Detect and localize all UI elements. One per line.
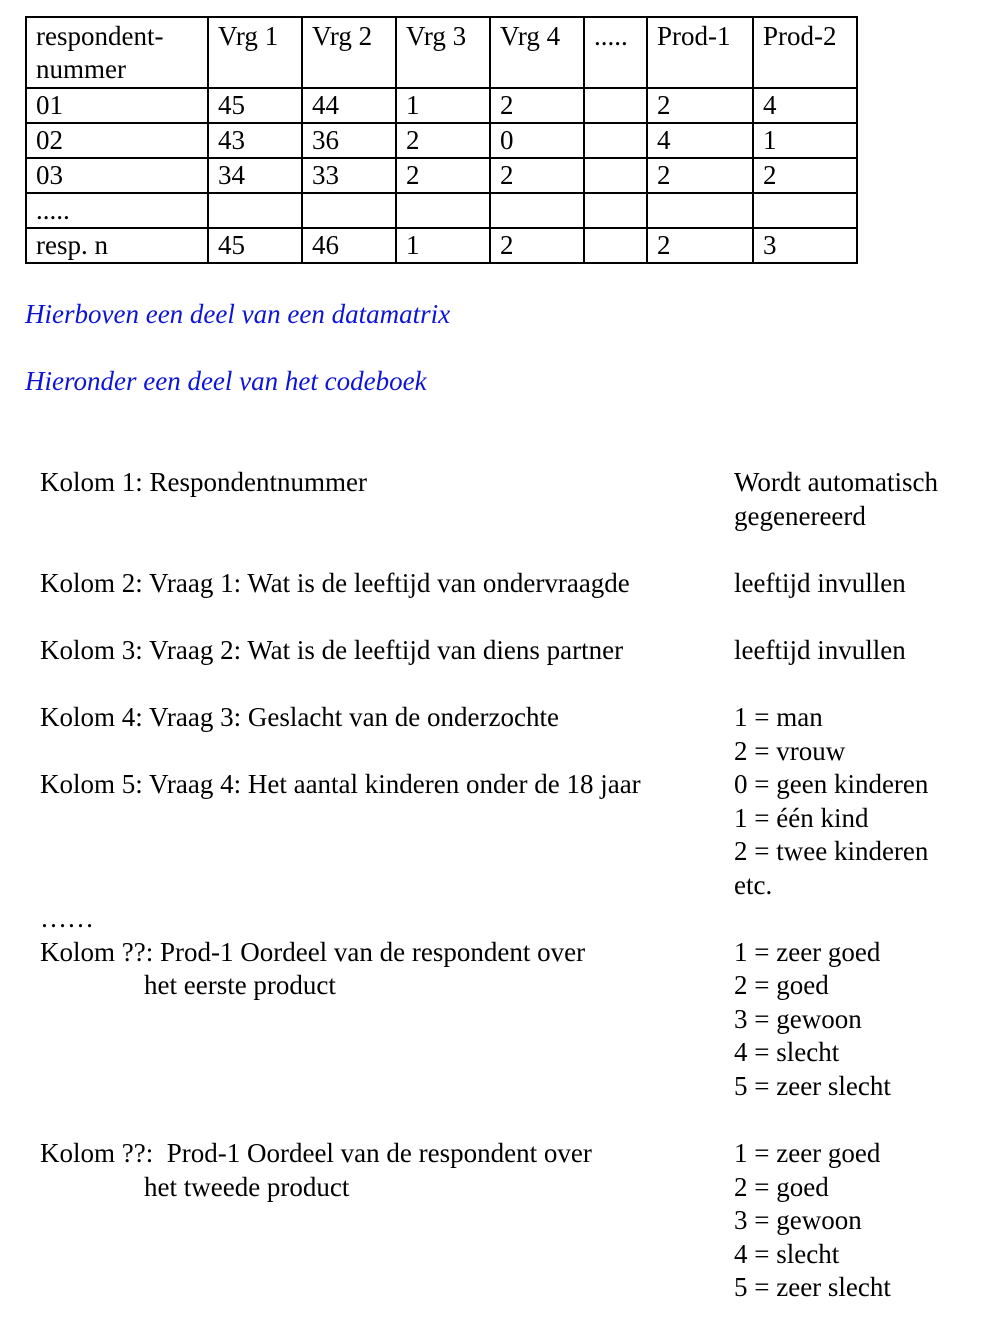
table-cell: 4 [647,123,753,158]
codebook-desc-prod2: 1 = zeer goed [734,1138,881,1168]
table-cell: 34 [208,158,302,193]
codebook-desc-prod2: 5 = zeer slecht [734,1272,891,1302]
header-text: respondent- [36,21,164,51]
table-cell [647,193,753,228]
table-cell: 0 [490,123,584,158]
header-cell: Prod-1 [647,17,753,88]
table-row [26,193,857,228]
caption-codeboek: Hieronder een deel van het codeboek [25,366,427,396]
header-cell: Vrg 1 [208,17,302,88]
table-row [26,158,857,193]
table-cell: ..... [26,193,208,228]
header-cell: ..... [584,17,647,88]
codebook-desc-kolom1: gegenereerd [734,501,866,531]
codebook-desc-prod2: 4 = slecht [734,1239,840,1269]
header-cell: Vrg 3 [396,17,490,88]
table-cell: 1 [396,228,490,263]
table-row [26,88,857,123]
table-cell [208,193,302,228]
table-cell [584,123,647,158]
header-cell-respondentnummer [26,17,208,88]
codebook-label-kolom5: Kolom 5: Vraag 4: Het aantal kinderen onder de 18 jaar [40,769,641,799]
table-cell: 1 [753,123,857,158]
table-cell: 1 [396,88,490,123]
table-cell [584,228,647,263]
codebook-ellipsis: …… [40,903,94,933]
header-cell: Vrg 2 [302,17,396,88]
table-header-row [26,17,857,88]
codebook-desc-kolom2: leeftijd invullen [734,568,906,598]
codebook-desc-kolom5: 1 = één kind [734,803,869,833]
table-cell: 2 [647,88,753,123]
codebook-desc-kolom5: 0 = geen kinderen [734,769,929,799]
table-cell [584,88,647,123]
codebook-desc-kolom3: leeftijd invullen [734,635,906,665]
codebook-desc-kolom4: 1 = man [734,702,823,732]
header-cell: Prod-2 [753,17,857,88]
table-cell: 2 [647,228,753,263]
table-cell: 44 [302,88,396,123]
codebook-desc-prod2: 2 = goed [734,1172,829,1202]
table-cell: 03 [26,158,208,193]
table-cell [753,193,857,228]
table-cell: 43 [208,123,302,158]
table-cell [302,193,396,228]
table-cell [490,193,584,228]
codebook-desc-prod1: 3 = gewoon [734,1004,862,1034]
table-cell [396,193,490,228]
codebook-label-kolom4: Kolom 4: Vraag 3: Geslacht van de onderzochte [40,702,559,732]
table-cell: 4 [753,88,857,123]
table-row [26,123,857,158]
header-cell: Vrg 4 [490,17,584,88]
table-row [26,228,857,263]
codebook-desc-kolom5: etc. [734,870,773,900]
table-cell: 2 [396,158,490,193]
table-cell: resp. n [26,228,208,263]
codebook-label-kolom1: Kolom 1: Respondentnummer [40,467,367,497]
table-cell: 02 [26,123,208,158]
table-cell [584,193,647,228]
table-cell: 2 [753,158,857,193]
codebook-desc-prod1: 5 = zeer slecht [734,1071,891,1101]
table-cell: 36 [302,123,396,158]
table-cell: 2 [647,158,753,193]
codebook-desc-prod1: 2 = goed [734,970,829,1000]
table-cell: 2 [490,158,584,193]
table-cell: 3 [753,228,857,263]
table-cell: 2 [490,228,584,263]
table-cell: 45 [208,88,302,123]
caption-datamatrix: Hierboven een deel van een datamatrix [25,299,451,329]
table-cell: 45 [208,228,302,263]
table-cell: 2 [396,123,490,158]
data-matrix-table [25,16,858,264]
table-cell: 01 [26,88,208,123]
codebook-desc-kolom4: 2 = vrouw [734,736,846,766]
table-cell [584,158,647,193]
codebook-desc-prod2: 3 = gewoon [734,1205,862,1235]
codebook-label-prod2-cont: het tweede product [144,1172,350,1202]
codebook-desc-prod1: 1 = zeer goed [734,937,881,967]
codebook-label-kolom3: Kolom 3: Vraag 2: Wat is de leeftijd van diens partner [40,635,624,665]
codebook-desc-prod1: 4 = slecht [734,1037,840,1067]
codebook-label-prod1-cont: het eerste product [144,970,336,1000]
table-cell: 33 [302,158,396,193]
table-cell: 2 [490,88,584,123]
codebook-desc-kolom5: 2 = twee kinderen [734,836,929,866]
codebook-label-prod1: Kolom ??: Prod-1 Oordeel van de respondent over [40,937,586,967]
codebook-label-kolom2: Kolom 2: Vraag 1: Wat is de leeftijd van ondervraagde [40,568,630,598]
codebook-label-prod2: Kolom ??: Prod-1 Oordeel van de respondent over [40,1138,592,1168]
header-text: nummer [36,54,126,84]
codebook-desc-kolom1: Wordt automatisch [734,467,939,497]
table-cell: 46 [302,228,396,263]
